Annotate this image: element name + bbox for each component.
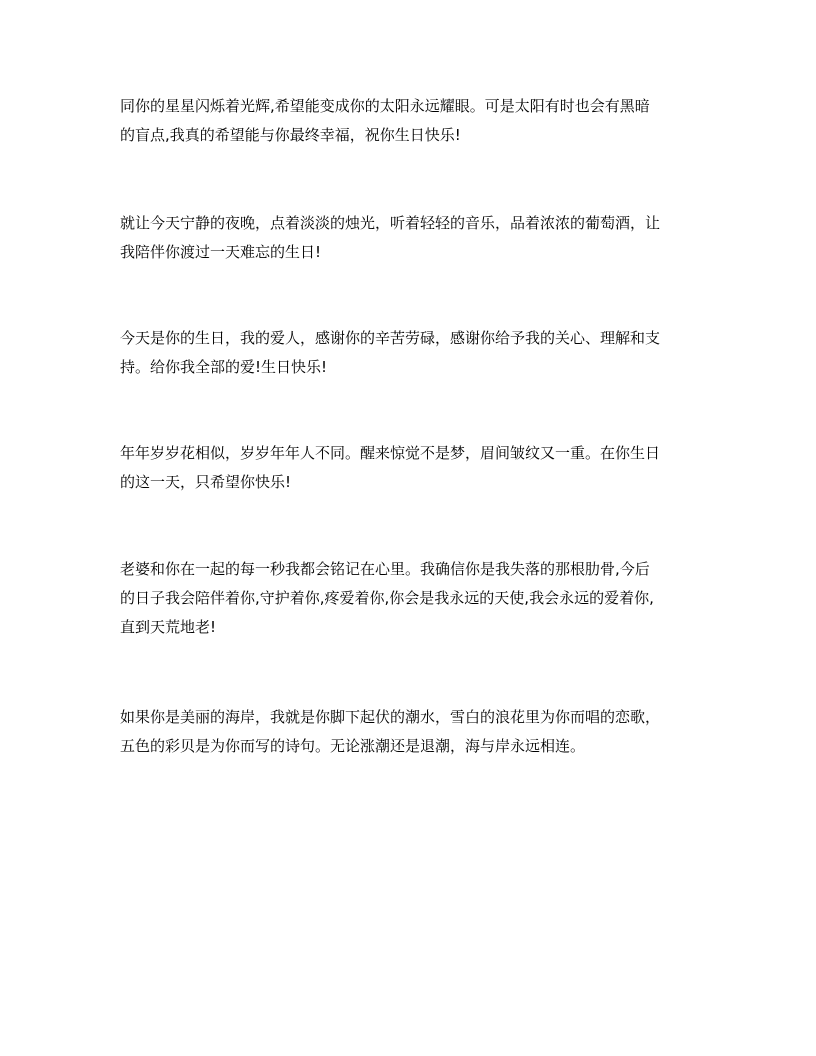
- paragraph-line: 的日子我会陪伴着你,守护着你,疼爱着你,你会是我永远的天使,我会永远的爱着你,: [120, 589, 654, 607]
- paragraph-line: 持。给你我全部的爱!生日快乐!: [120, 358, 328, 376]
- paragraph-line: 同你的星星闪烁着光辉,希望能变成你的太阳永远耀眼。可是太阳有时也会有黑暗: [120, 97, 650, 115]
- paragraph-line: 的盲点,我真的希望能与你最终幸福，祝你生日快乐!: [120, 126, 461, 144]
- paragraph-line: 我陪伴你渡过一天难忘的生日!: [120, 243, 322, 261]
- paragraph-4: [120, 439, 705, 497]
- paragraph-3: [120, 324, 705, 382]
- paragraph-line: 今天是你的生日，我的爱人，感谢你的辛苦劳碌，感谢你给予我的关心、理解和支: [120, 329, 661, 347]
- paragraph-line: 就让今天宁静的夜晚，点着淡淡的烛光，听着轻轻的音乐，品着浓浓的葡萄酒，让: [120, 214, 661, 232]
- paragraph-6: [120, 703, 705, 761]
- paragraph-line: 年年岁岁花相似，岁岁年年人不同。醒来惊觉不是梦，眉间皱纹又一重。在你生日: [120, 444, 661, 462]
- paragraph-2: [120, 209, 705, 267]
- paragraph-line: 的这一天，只希望你快乐!: [120, 473, 292, 491]
- paragraph-line: 五色的彩贝是为你而写的诗句。无论涨潮还是退潮，海与岸永远相连。: [120, 737, 586, 755]
- paragraph-1: [120, 92, 705, 150]
- paragraph-line: 老婆和你在一起的每一秒我都会铭记在心里。我确信你是我失落的那根肋骨,今后: [120, 560, 650, 578]
- paragraph-line: 如果你是美丽的海岸，我就是你脚下起伏的潮水，雪白的浪花里为你而唱的恋歌，: [120, 708, 661, 726]
- paragraph-line: 直到天荒地老!: [120, 618, 217, 636]
- paragraph-5: [120, 555, 705, 642]
